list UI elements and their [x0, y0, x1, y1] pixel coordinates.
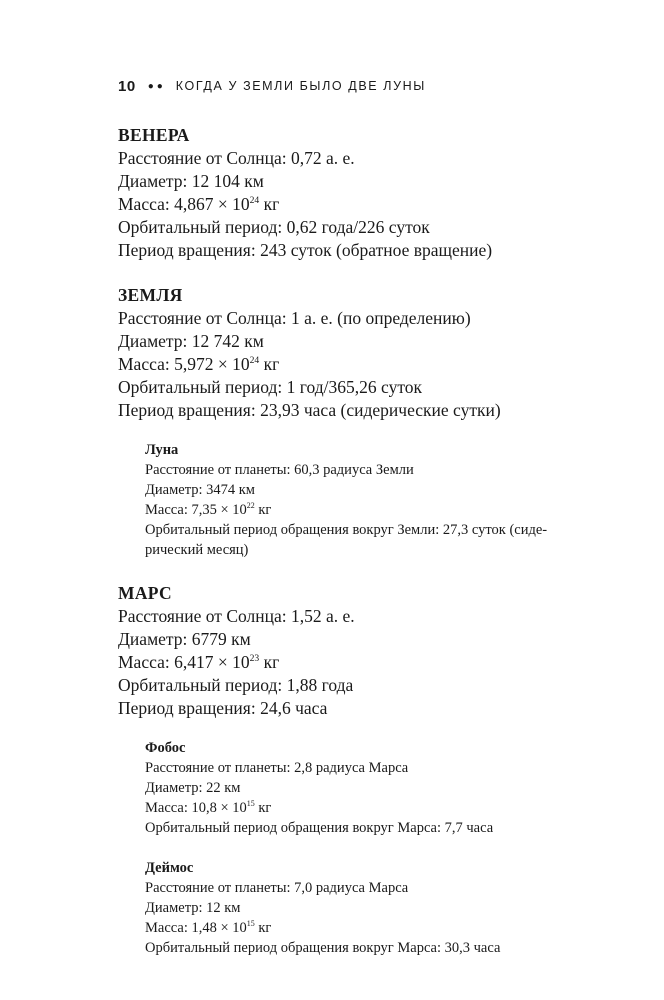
planet-distance: Расстояние от Солнца: 0,72 а. е. — [118, 148, 355, 168]
page-content — [118, 124, 558, 958]
section-dots: ●● — [147, 80, 166, 92]
mass-exponent: 24 — [249, 195, 260, 207]
planet-venus — [118, 124, 558, 262]
mass-base: Масса: 6,417 × 10 — [118, 652, 250, 672]
planet-orbital-period: Орбитальный период: 1,88 года — [118, 675, 354, 695]
moon-diameter: Диаметр: 12 км — [145, 900, 241, 916]
moon-mass — [145, 798, 565, 818]
mass-unit: кг — [259, 354, 280, 374]
moon-mass — [145, 918, 565, 938]
mass-unit: кг — [254, 920, 272, 936]
mass-exponent: 23 — [249, 653, 260, 665]
mass-exponent: 15 — [246, 919, 255, 929]
running-head — [118, 76, 426, 96]
planet-earth — [118, 284, 558, 560]
mass-unit: кг — [259, 194, 280, 214]
planet-mars — [118, 582, 558, 958]
moon-name: Луна — [145, 442, 179, 458]
mass-base: Масса: 1,48 × 10 — [145, 920, 247, 936]
mass-unit: кг — [254, 800, 272, 816]
running-title: КОГДА У ЗЕМЛИ БЫЛО ДВЕ ЛУНЫ — [175, 79, 426, 93]
mass-exponent: 15 — [246, 799, 255, 809]
planet-name: МАРС — [118, 583, 172, 603]
mass-unit: кг — [254, 502, 272, 518]
planet-orbital-period: Орбитальный период: 1 год/365,26 суток — [118, 377, 422, 397]
planet-orbital-period: Орбитальный период: 0,62 года/226 суток — [118, 217, 430, 237]
moon-luna — [145, 440, 565, 560]
planet-distance: Расстояние от Солнца: 1 а. е. (по определению) — [118, 308, 471, 328]
planet-rotation-period: Период вращения: 24,6 часа — [118, 698, 328, 718]
mass-base: Масса: 10,8 × 10 — [145, 800, 247, 816]
moon-diameter: Диаметр: 3474 км — [145, 482, 255, 498]
planet-name: ВЕНЕРА — [118, 125, 190, 145]
mass-exponent: 24 — [249, 355, 260, 367]
moon-distance: Расстояние от планеты: 7,0 радиуса Марса — [145, 880, 409, 896]
moon-distance: Расстояние от планеты: 2,8 радиуса Марса — [145, 760, 409, 776]
mass-exponent: 22 — [246, 501, 255, 511]
planet-diameter: Диаметр: 6779 км — [118, 629, 251, 649]
planet-rotation-period: Период вращения: 243 суток (обратное вращение) — [118, 240, 493, 260]
moon-name: Фобос — [145, 740, 186, 756]
planet-rotation-period: Период вращения: 23,93 часа (сидерические сутки) — [118, 400, 501, 420]
planet-diameter: Диаметр: 12 104 км — [118, 171, 264, 191]
moon-mass — [145, 500, 565, 520]
planet-mass — [118, 651, 558, 674]
moon-deimos — [145, 858, 565, 958]
moon-orbital-period: Орбитальный период обращения вокруг Марса: 30,3 часа — [145, 940, 501, 956]
mass-base: Масса: 7,35 × 10 — [145, 502, 247, 518]
mass-unit: кг — [259, 652, 280, 672]
planet-diameter: Диаметр: 12 742 км — [118, 331, 264, 351]
moon-orbital-period: Орбитальный период обращения вокруг Марса: 7,7 часа — [145, 820, 494, 836]
moon-phobos — [145, 738, 565, 838]
page-number: 10 — [118, 77, 136, 95]
mass-base: Масса: 4,867 × 10 — [118, 194, 250, 214]
moon-orbital-period: Орбитальный период обращения вокруг Земли: 27,3 суток (сиде-рический месяц) — [145, 522, 548, 558]
moon-name: Деймос — [145, 860, 194, 876]
moon-distance: Расстояние от планеты: 60,3 радиуса Земли — [145, 462, 414, 478]
planet-mass — [118, 353, 558, 376]
planet-distance: Расстояние от Солнца: 1,52 а. е. — [118, 606, 355, 626]
moon-diameter: Диаметр: 22 км — [145, 780, 241, 796]
planet-name: ЗЕМЛЯ — [118, 285, 183, 305]
mass-base: Масса: 5,972 × 10 — [118, 354, 250, 374]
planet-mass — [118, 193, 558, 216]
